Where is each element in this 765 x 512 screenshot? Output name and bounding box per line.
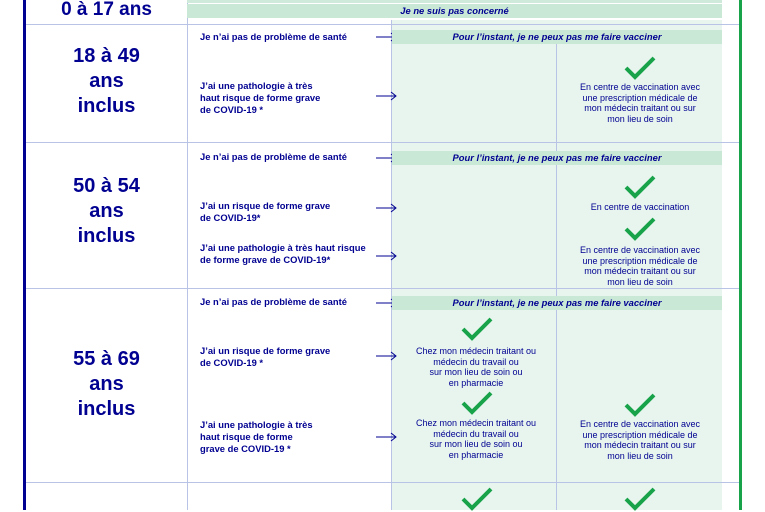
- condition-very-high-risk: J’ai une pathologie à très haut risque de forme grave de COVID-19 *: [200, 80, 321, 115]
- age-group-55-69: 55 à 69 ans inclus: [73, 348, 140, 420]
- condition-high-risk: J’ai un risque de forme grave de COVID-19*: [200, 200, 331, 223]
- check-icon: [623, 55, 657, 81]
- condition-no-health-issue: Je n’ai pas de problème de santé: [200, 151, 347, 162]
- condition-no-health-issue: Je n’ai pas de problème de santé: [200, 31, 347, 42]
- age-column-divider: [187, 0, 188, 510]
- arrow-right-icon: [376, 432, 398, 442]
- arrow-right-icon: [376, 251, 398, 261]
- answer-vaccination-center: En centre de vaccination: [590, 202, 690, 212]
- row-separator: [26, 482, 739, 483]
- not-concerned-banner: Je ne suis pas concerné: [187, 4, 722, 18]
- check-icon: [623, 174, 657, 200]
- condition-no-health-issue: Je n’ai pas de problème de santé: [200, 296, 347, 307]
- top-band: [187, 0, 722, 3]
- not-yet-banner: Pour l’instant, je ne peux pas me faire vacciner: [392, 151, 722, 165]
- arrow-right-icon: [376, 91, 398, 101]
- check-icon: [623, 486, 657, 512]
- row-separator: [26, 142, 739, 143]
- check-icon: [460, 486, 494, 512]
- row-separator: [26, 24, 739, 25]
- check-icon: [460, 316, 494, 342]
- age-group-18-49: 18 à 49 ans inclus: [73, 45, 140, 117]
- age-group-0-17: 0 à 17 ans: [61, 0, 152, 20]
- answer-doctor-or-pharmacy: Chez mon médecin traitant ou médecin du travail ou sur mon lieu de soin ou en pharmacie: [415, 418, 537, 460]
- age-group-50-54: 50 à 54 ans inclus: [73, 175, 140, 247]
- arrow-right-icon: [376, 351, 398, 361]
- condition-very-high-risk: J’ai une pathologie à très haut risque de forme grave de COVID-19*: [200, 242, 366, 265]
- row-separator: [26, 288, 739, 289]
- condition-very-high-risk: J’ai une pathologie à très haut risque de forme grave de COVID-19 *: [200, 419, 313, 454]
- answer-doctor-or-pharmacy: Chez mon médecin traitant ou médecin du travail ou sur mon lieu de soin ou en pharmacie: [415, 346, 537, 388]
- answer-vaccination-center-prescription: En centre de vaccination avec une prescription médicale de mon médecin traitant ou sur mon lieu de soin: [579, 419, 701, 461]
- column-divider: [556, 40, 557, 510]
- answer-vaccination-center-prescription: En centre de vaccination avec une prescription médicale de mon médecin traitant ou sur mon lieu de soin: [579, 245, 701, 287]
- not-yet-banner: Pour l’instant, je ne peux pas me faire vacciner: [392, 296, 722, 310]
- not-yet-banner: Pour l’instant, je ne peux pas me faire vacciner: [392, 30, 722, 44]
- check-icon: [623, 392, 657, 418]
- check-icon: [623, 216, 657, 242]
- answer-vaccination-center-prescription: En centre de vaccination avec une prescription médicale de mon médecin traitant ou sur mon lieu de soin: [579, 82, 701, 124]
- check-icon: [460, 390, 494, 416]
- condition-high-risk: J’ai un risque de forme grave de COVID-19 *: [200, 345, 331, 368]
- arrow-right-icon: [376, 203, 398, 213]
- frame-right: [739, 0, 742, 510]
